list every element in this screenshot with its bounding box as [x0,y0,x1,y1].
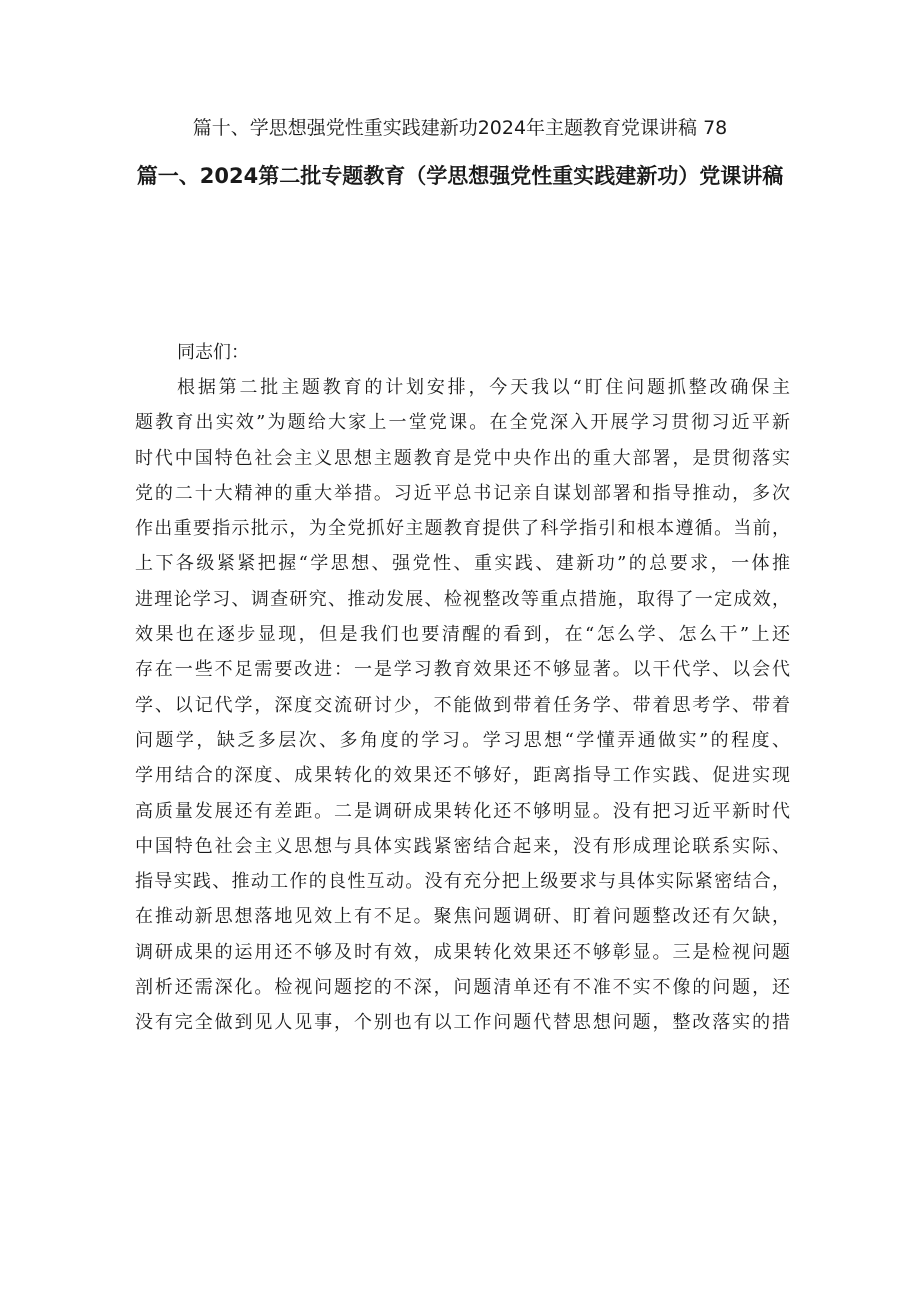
body-line: 题教育出实效”为题给大家上一堂党课。在全党深入开展学习贯彻习近平新 [135,412,790,434]
body-line: 没有完全做到见人见事，个别也有以工作问题代替思想问题，整改落实的措 [135,1012,790,1034]
body-line: 剖析还需深化。检视问题挖的不深，问题清单还有不准不实不像的问题，还 [135,977,790,999]
body-line: 中国特色社会主义思想与具体实践紧密结合起来，没有形成理论联系实际、 [135,835,790,857]
body-line: 问题学，缺乏多层次、多角度的学习。学习思想“学懂弄通做实”的程度、 [135,729,790,751]
body-line: 党的二十大精神的重大举措。习近平总书记亲自谋划部署和指导推动，多次 [135,482,790,504]
body-line: 高质量发展还有差距。二是调研成果转化还不够明显。没有把习近平新时代 [135,800,790,822]
body-line: 学用结合的深度、成果转化的效果还不够好，距离指导工作实践、促进实现 [135,765,790,787]
body-line: 根据第二批主题教育的计划安排，今天我以“盯住问题抓整改确保主 [177,377,790,398]
body-paragraph [135,370,790,1041]
salutation: 同志们： [177,342,249,363]
body-line: 存在一些不足需要改进：一是学习教育效果还不够显著。以干代学、以会代 [135,659,790,681]
body-line: 调研成果的运用还不够及时有效，成果转化效果还不够彰显。三是检视问题 [135,941,790,963]
body-line: 在推动新思想落地见效上有不足。聚焦问题调研、盯着问题整改还有欠缺， [135,906,790,928]
body-line: 效果也在逐步显现，但是我们也要清醒的看到，在“怎么学、怎么干”上还 [135,624,790,646]
body-line: 进理论学习、调查研究、推动发展、检视整改等重点措施，取得了一定成效， [135,588,790,610]
body-line: 学、以记代学，深度交流研讨少，不能做到带着任务学、带着思考学、带着 [135,694,790,716]
toc-entry: 篇十、学思想强党性重实践建新功2024年主题教育党课讲稿 78 [192,117,728,139]
document-title: 篇一、2024第二批专题教育（学思想强党性重实践建新功）党课讲稿 [136,164,784,188]
body-line: 时代中国特色社会主义思想主题教育是党中央作出的重大部署，是贯彻落实 [135,447,790,469]
body-line: 上下各级紧紧把握“学思想、强党性、重实践、建新功”的总要求，一体推 [135,553,790,575]
body-line: 指导实践、推动工作的良性互动。没有充分把上级要求与具体实际紧密结合， [135,871,790,893]
body-line: 作出重要指示批示，为全党抓好主题教育提供了科学指引和根本遵循。当前， [135,518,790,540]
